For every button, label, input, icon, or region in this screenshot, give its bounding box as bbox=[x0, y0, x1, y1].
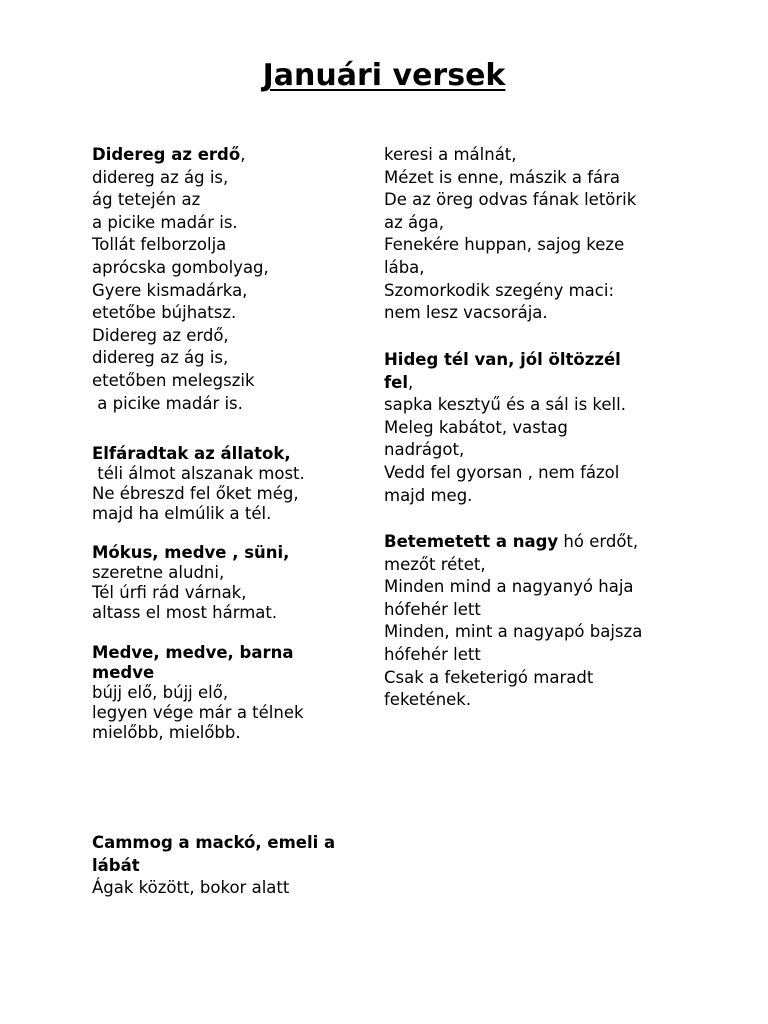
poem-betemetett bbox=[384, 531, 642, 712]
poem-line: bújj elő, bújj elő, bbox=[92, 683, 229, 702]
poem-heading: medve bbox=[92, 663, 155, 682]
poem-line: De az öreg odvas fának letörik bbox=[384, 190, 637, 210]
poem-heading: Hideg tél van, jól öltözzél bbox=[384, 350, 621, 369]
poem-line: lába, bbox=[384, 257, 425, 277]
poem-line: Tollát felborzolja bbox=[92, 235, 227, 255]
poem-heading: fel bbox=[384, 372, 409, 392]
poem-heading: Cammog a mackó, emeli a bbox=[92, 833, 336, 852]
poem-line: Vedd fel gyorsan , nem fázol bbox=[384, 462, 620, 482]
poem-line: sapka kesztyű és a sál is kell. bbox=[384, 395, 626, 415]
poem-line: Fenekére huppan, sajog keze bbox=[384, 235, 625, 255]
poem-elfaradtak bbox=[92, 444, 305, 524]
poem-line: etetőbe bújhatsz. bbox=[92, 303, 237, 323]
poem-line: etetőben melegszik bbox=[92, 370, 255, 390]
poem-heading: Didereg az erdő bbox=[92, 145, 241, 164]
poem-line: majd ha elmúlik a tél. bbox=[92, 504, 272, 523]
poem-line: majd meg. bbox=[384, 485, 473, 505]
poem-line: Szomorkodik szegény maci: bbox=[384, 280, 615, 300]
poem-line: ág tetején az bbox=[92, 190, 201, 210]
poem-line: Gyere kismadárka, bbox=[92, 280, 248, 300]
poem-line: Minden, mint a nagyapó bajsza bbox=[384, 622, 643, 642]
poem-line: mezőt rétet, bbox=[384, 554, 486, 574]
poem-didereg bbox=[92, 144, 269, 415]
poem-line: Csak a feketerigó maradt bbox=[384, 667, 594, 687]
poem-line: Tél úrfi rád várnak, bbox=[92, 583, 247, 602]
poem-line: a picike madár is. bbox=[92, 393, 243, 413]
poem-line: Didereg az erdő, bbox=[92, 325, 229, 345]
poem-cammog bbox=[92, 832, 335, 900]
poem-line: altass el most hármat. bbox=[92, 603, 278, 622]
poem-mokus bbox=[92, 543, 289, 623]
poem-line: hófehér lett bbox=[384, 644, 481, 664]
poem-line: Mézet is enne, mászik a fára bbox=[384, 167, 621, 187]
poem-heading: Medve, medve, barna bbox=[92, 643, 294, 662]
poem-heading: Betemetett a nagy bbox=[384, 532, 559, 551]
poem-line: hófehér lett bbox=[384, 599, 481, 619]
poem-line: Meleg kabátot, vastag bbox=[384, 417, 568, 437]
poem-hideg-tel bbox=[384, 349, 626, 507]
poem-medve bbox=[92, 643, 304, 743]
poem-line: keresi a málnát, bbox=[384, 145, 517, 164]
poem-line: nadrágot, bbox=[384, 440, 465, 460]
poem-heading: lábát bbox=[92, 855, 140, 875]
poem-line: az ága, bbox=[384, 212, 444, 232]
poem-line: téli álmot alszanak most. bbox=[92, 464, 305, 483]
poem-line: Ágak között, bokor alatt bbox=[92, 878, 290, 898]
poem-line: nem lesz vacsorája. bbox=[384, 303, 548, 323]
poem-line: didereg az ág is, bbox=[92, 167, 229, 187]
poem-heading: Elfáradtak az állatok, bbox=[92, 444, 291, 463]
page-title: Januári versek bbox=[262, 58, 506, 93]
poem-line: mielőbb, mielőbb. bbox=[92, 723, 241, 742]
poem-line: legyen vége már a télnek bbox=[92, 703, 304, 722]
poem-line: Didereg az erdő, bbox=[92, 145, 246, 164]
poem-line: Minden mind a nagyanyó haja bbox=[384, 577, 634, 597]
poem-line: didereg az ág is, bbox=[92, 348, 229, 368]
poem-line: Ne ébreszd fel őket még, bbox=[92, 484, 299, 503]
poem-line: a picike madár is. bbox=[92, 212, 238, 232]
poem-heading: Mókus, medve , süni, bbox=[92, 543, 290, 562]
poem-line: szeretne aludni, bbox=[92, 563, 225, 582]
poem-line: fel, bbox=[384, 372, 414, 392]
poem-line: aprócska gombolyag, bbox=[92, 257, 269, 277]
poem-keresi bbox=[384, 144, 636, 325]
poem-line: Betemetett a nagy hó erdőt, bbox=[384, 532, 639, 551]
poem-line: feketének. bbox=[384, 690, 472, 710]
